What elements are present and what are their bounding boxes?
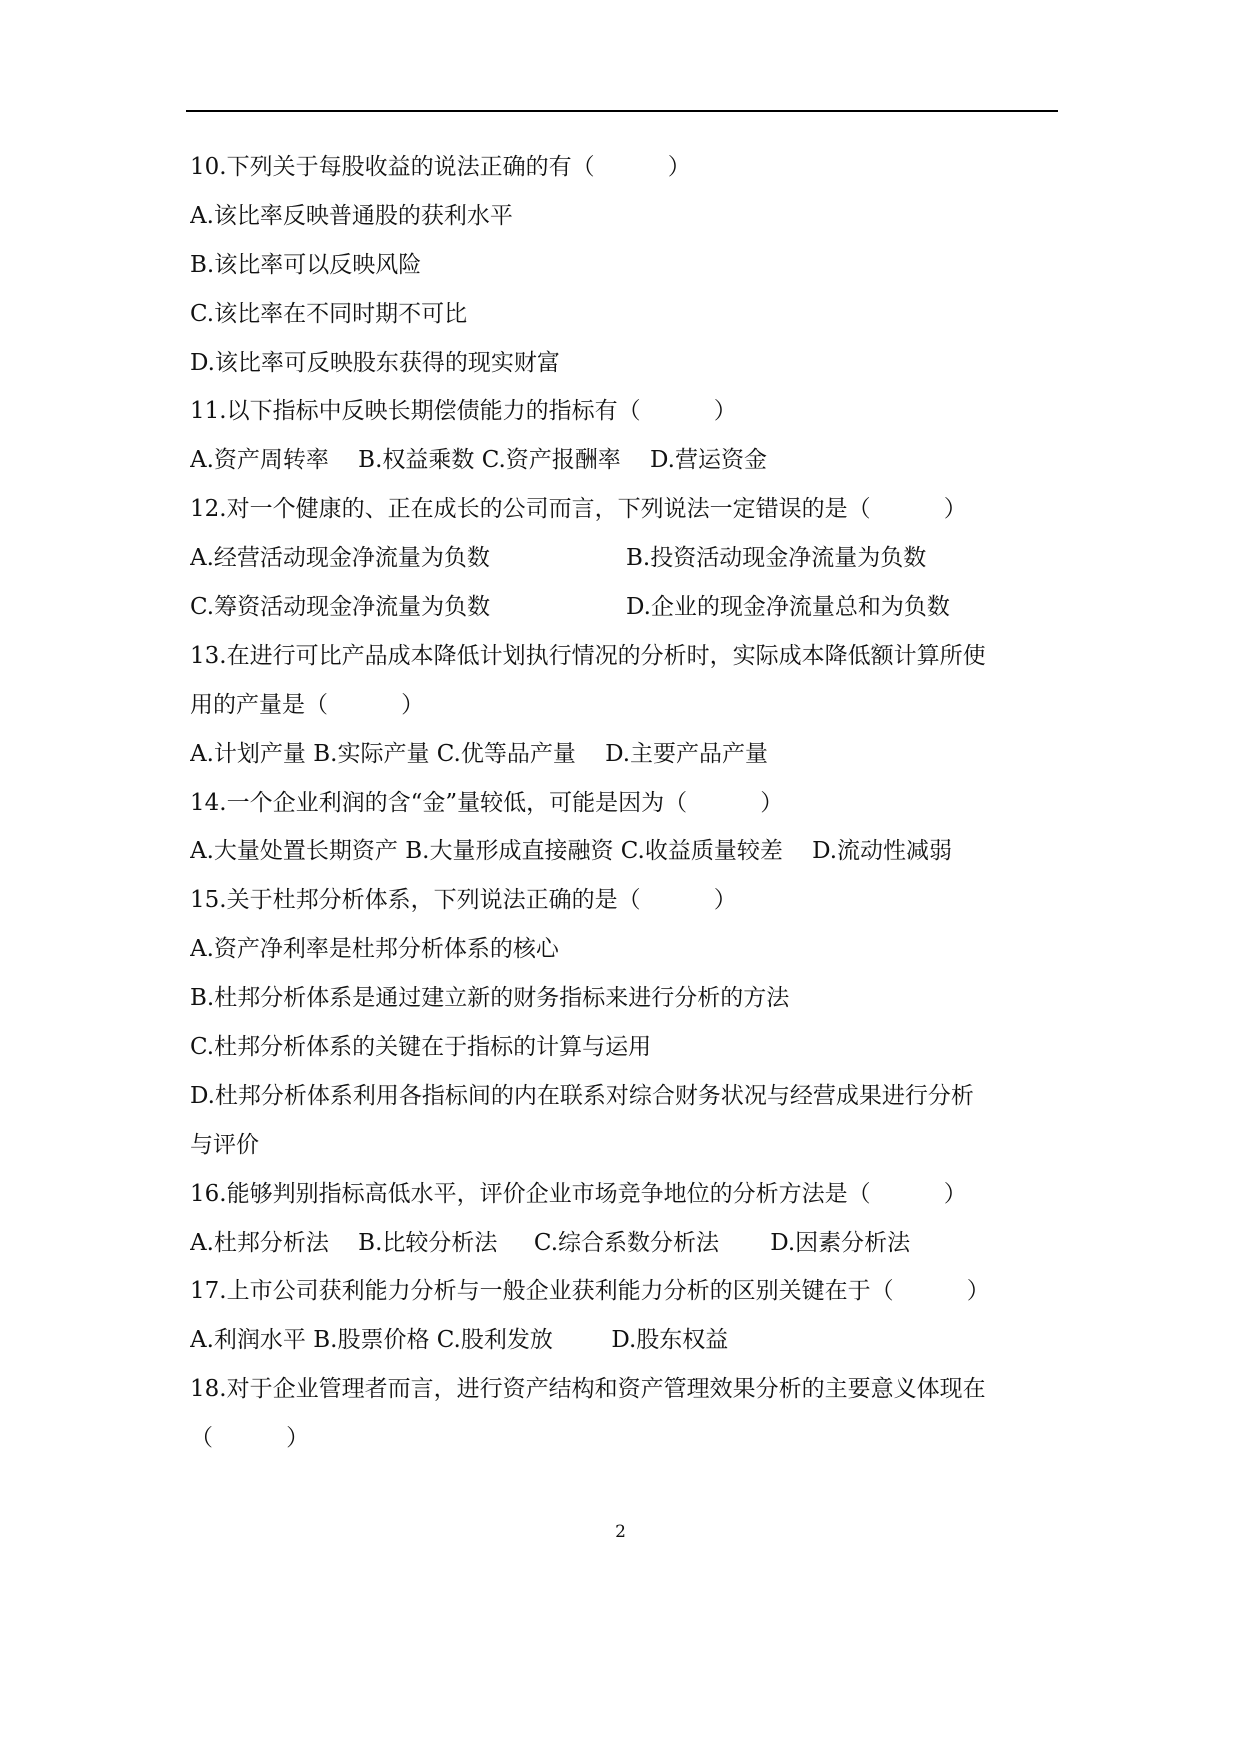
option-c: C.筹资活动现金净流量为负数 [190, 594, 491, 621]
option-b: B.杜邦分析体系是通过建立新的财务指标来进行分析的方法 [190, 985, 790, 1012]
option-d: D.杜邦分析体系利用各指标间的内在联系对综合财务状况与经营成果进行分析 [190, 1082, 974, 1109]
options-line: A.计划产量 B.实际产量 C.优等品产量 D.主要产品产量 [190, 740, 769, 767]
options-line: A.利润水平 B.股票价格 C.股利发放 D.股东权益 [190, 1327, 729, 1354]
option-d: D.该比率可反映股东获得的现实财富 [190, 349, 560, 376]
question-stem: 18.对于企业管理者而言，进行资产结构和资产管理效果分析的主要意义体现在 [190, 1376, 986, 1403]
option-b: B.该比率可以反映风险 [190, 251, 422, 278]
option-b: B.投资活动现金净流量为负数 [626, 545, 927, 572]
options-line: A.资产周转率 B.权益乘数 C.资产报酬率 D.营运资金 [190, 447, 767, 474]
question-stem: 14.一个企业利润的含“金”量较低，可能是因为（ ） [190, 789, 784, 816]
option-d: D.企业的现金净流量总和为负数 [626, 594, 950, 621]
option-a: A.该比率反映普通股的获利水平 [190, 202, 513, 229]
question-stem: 12.对一个健康的、正在成长的公司而言，下列说法一定错误的是（ ） [190, 496, 967, 523]
question-stem-cont: （ ） [190, 1425, 310, 1452]
question-stem: 13.在进行可比产品成本降低计划执行情况的分析时，实际成本降低额计算所使 [190, 642, 986, 669]
options-row [190, 534, 1060, 583]
options-line: A.大量处置长期资产 B.大量形成直接融资 C.收益质量较差 D.流动性减弱 [190, 838, 953, 865]
option-a: A.资产净利率是杜邦分析体系的核心 [190, 936, 559, 963]
option-c: C.杜邦分析体系的关键在于指标的计算与运用 [190, 1034, 652, 1061]
question-stem: 11.以下指标中反映长期偿债能力的指标有（ ） [190, 398, 737, 425]
option-a: A.经营活动现金净流量为负数 [190, 545, 490, 572]
question-stem: 16.能够判别指标高低水平，评价企业市场竞争地位的分析方法是（ ） [190, 1180, 967, 1207]
options-line: A.杜邦分析法 B.比较分析法 C.综合系数分析法 D.因素分析法 [190, 1229, 911, 1256]
option-c: C.该比率在不同时期不可比 [190, 300, 468, 327]
question-stem: 15.关于杜邦分析体系，下列说法正确的是（ ） [190, 887, 737, 914]
page-number: 2 [615, 1522, 626, 1542]
question-list [190, 143, 1060, 1463]
question-stem-cont: 用的产量是（ ） [190, 691, 425, 718]
option-d-cont: 与评价 [190, 1131, 259, 1158]
options-row [190, 583, 1060, 632]
question-stem: 10.下列关于每股收益的说法正确的有（ ） [190, 154, 691, 180]
question-stem: 17.上市公司获利能力分析与一般企业获利能力分析的区别关键在于（ ） [190, 1278, 990, 1305]
header-rule [186, 110, 1058, 112]
